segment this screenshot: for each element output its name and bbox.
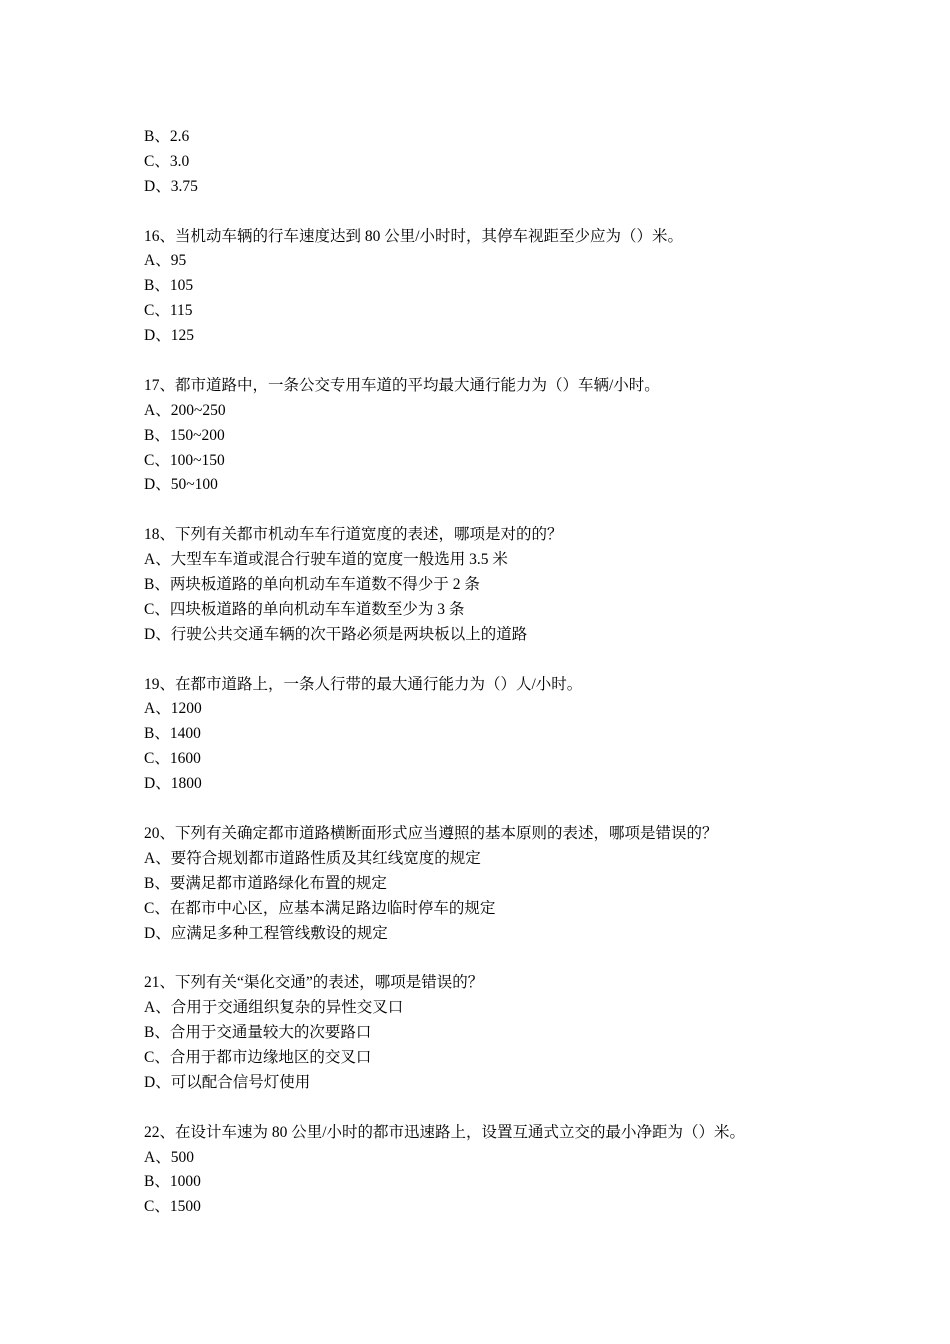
continued-options xyxy=(144,125,824,200)
spacer xyxy=(144,648,824,673)
option-line: A、200~250 xyxy=(144,401,226,419)
option-line: B、两块板道路的单向机动车车道数不得少于 2 条 xyxy=(144,576,480,594)
option-line: C、合用于都市边缘地区的交叉口 xyxy=(144,1048,372,1066)
spacer xyxy=(144,349,824,374)
option-line: A、95 xyxy=(144,252,187,270)
option-line: C、3.0 xyxy=(144,152,190,170)
option-line: A、500 xyxy=(144,1148,194,1166)
option-line: B、2.6 xyxy=(144,128,190,145)
question-stem: 18、下列有关都市机动车车行道宽度的表述，哪项是对的的？ xyxy=(144,526,563,544)
question-18 xyxy=(144,523,824,647)
option-line: B、150~200 xyxy=(144,426,225,444)
question-stem: 19、在都市道路上，一条人行带的最大通行能力为（）人/小时。 xyxy=(144,675,583,693)
question-17 xyxy=(144,374,824,498)
question-stem: 22、在设计车速为 80 公里/小时的都市迅速路上，设置互通式立交的最小净距为（）米。 xyxy=(144,1123,746,1141)
spacer xyxy=(144,498,824,523)
spacer xyxy=(144,200,824,225)
option-line: B、105 xyxy=(144,277,194,295)
question-16 xyxy=(144,225,824,349)
option-line: D、125 xyxy=(144,327,194,345)
question-stem: 17、都市道路中，一条公交专用车道的平均最大通行能力为（）车辆/小时。 xyxy=(144,376,660,394)
option-line: B、要满足都市道路绿化布置的规定 xyxy=(144,874,387,892)
document-body xyxy=(144,125,824,1220)
spacer xyxy=(144,946,824,971)
option-line: C、1600 xyxy=(144,750,201,768)
option-line: D、行驶公共交通车辆的次干路必须是两块板以上的道路 xyxy=(144,625,528,643)
option-line: B、1000 xyxy=(144,1173,201,1191)
option-line: C、在都市中心区，应基本满足路边临时停车的规定 xyxy=(144,899,496,917)
question-stem: 20、下列有关确定都市道路横断面形式应当遵照的基本原则的表述，哪项是错误的？ xyxy=(144,824,718,842)
option-line: D、3.75 xyxy=(144,177,198,195)
option-line: C、100~150 xyxy=(144,451,225,469)
option-line: A、1200 xyxy=(144,700,202,718)
option-line: D、1800 xyxy=(144,775,202,793)
option-line: B、1400 xyxy=(144,725,201,743)
question-22 xyxy=(144,1121,824,1221)
option-line: C、115 xyxy=(144,302,193,320)
question-20 xyxy=(144,822,824,946)
option-line: D、50~100 xyxy=(144,476,218,494)
question-stem: 21、下列有关“渠化交通”的表述，哪项是错误的？ xyxy=(144,974,484,992)
spacer xyxy=(144,797,824,822)
option-line: C、1500 xyxy=(144,1198,201,1216)
question-stem: 16、当机动车辆的行车速度达到 80 公里/小时时，其停车视距至少应为（）米。 xyxy=(144,227,684,245)
option-line: D、应满足多种工程管线敷设的规定 xyxy=(144,924,388,942)
question-19 xyxy=(144,673,824,797)
option-line: B、合用于交通量较大的次要路口 xyxy=(144,1024,372,1042)
option-line: A、大型车车道或混合行驶车道的宽度一般选用 3.5 米 xyxy=(144,551,508,569)
option-line: D、可以配合信号灯使用 xyxy=(144,1073,311,1091)
question-21 xyxy=(144,971,824,1095)
option-line: A、要符合规划都市道路性质及其红线宽度的规定 xyxy=(144,849,481,867)
option-line: A、合用于交通组织复杂的异性交叉口 xyxy=(144,999,404,1017)
option-line: C、四块板道路的单向机动车车道数至少为 3 条 xyxy=(144,600,465,618)
spacer xyxy=(144,1096,824,1121)
